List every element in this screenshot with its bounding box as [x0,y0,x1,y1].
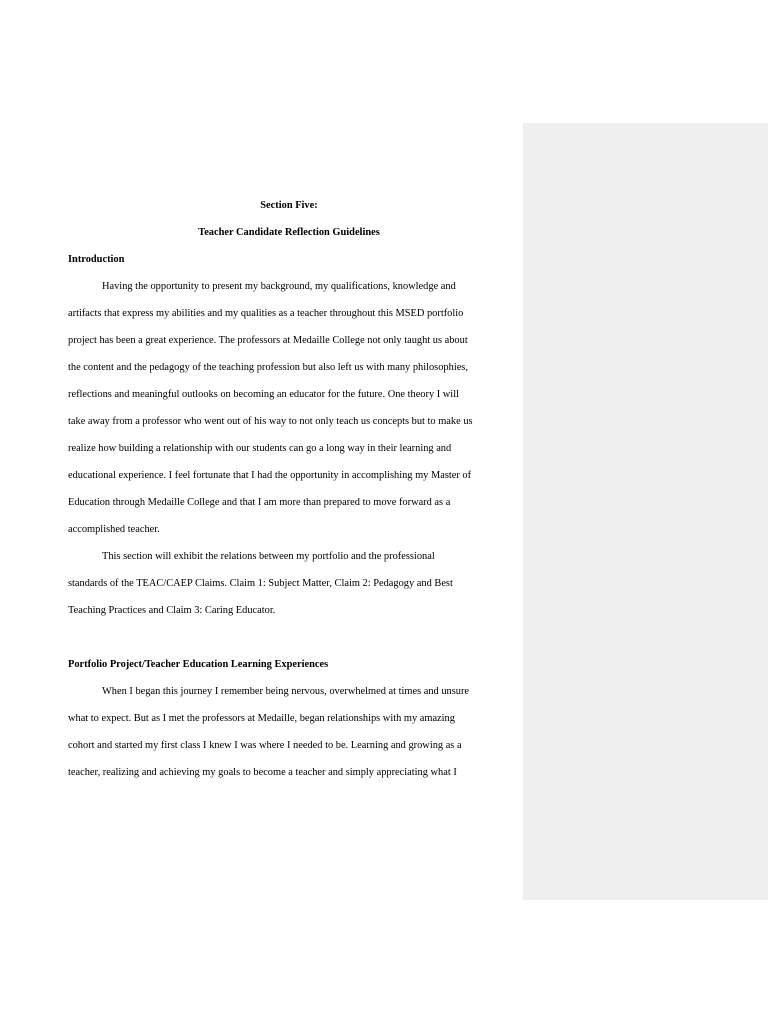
text-line: Education through Medaille College and that I am more than prepared to move forward as a [68,497,451,508]
intro-paragraph-2 [68,543,510,624]
text-line: realize how building a relationship with our students can go a long way in their learning and [68,443,452,454]
text-line: project has been a great experience. The professors at Medaille College not only taught us about [68,335,468,346]
text-line: This section will exhibit the relations between my portfolio and the professional [102,551,435,562]
text-line: When I began this journey I remember being nervous, overwhelmed at times and unsure [102,686,470,697]
portfolio-paragraph-1 [68,678,510,786]
text-line: Having the opportunity to present my background, my qualifications, knowledge and [102,281,456,292]
heading-portfolio-project: Portfolio Project/Teacher Education Learning Experiences [68,659,329,670]
comment-margin-panel [523,123,768,900]
section-title: Section Five: [260,200,318,211]
text-line: reflections and meaningful outlooks on becoming an educator for the future. One theory I will [68,389,459,400]
document-body [68,192,510,786]
text-line: standards of the TEAC/CAEP Claims. Claim 1: Subject Matter, Claim 2: Pedagogy and Best [68,578,453,589]
section-subtitle: Teacher Candidate Reflection Guidelines [198,227,380,238]
text-line: what to expect. But as I met the professors at Medaille, began relationships with my amazing [68,713,455,724]
intro-paragraph-1 [68,273,510,543]
text-line: the content and the pedagogy of the teaching profession but also left us with many philosophies, [68,362,468,373]
text-line: accomplished teacher. [68,524,160,535]
text-line: Teaching Practices and Claim 3: Caring Educator. [68,605,276,616]
text-line: artifacts that express my abilities and my qualities as a teacher throughout this MSED portfolio [68,308,464,319]
text-line: teacher, realizing and achieving my goals to become a teacher and simply appreciating what I [68,767,457,778]
text-line: educational experience. I feel fortunate that I had the opportunity in accomplishing my Master of [68,470,472,481]
paragraph-spacer [68,624,510,651]
text-line: cohort and started my first class I knew I was where I needed to be. Learning and growing as a [68,740,462,751]
heading-introduction: Introduction [68,254,125,265]
text-line: take away from a professor who went out of his way to not only teach us concepts but to make us [68,416,473,427]
